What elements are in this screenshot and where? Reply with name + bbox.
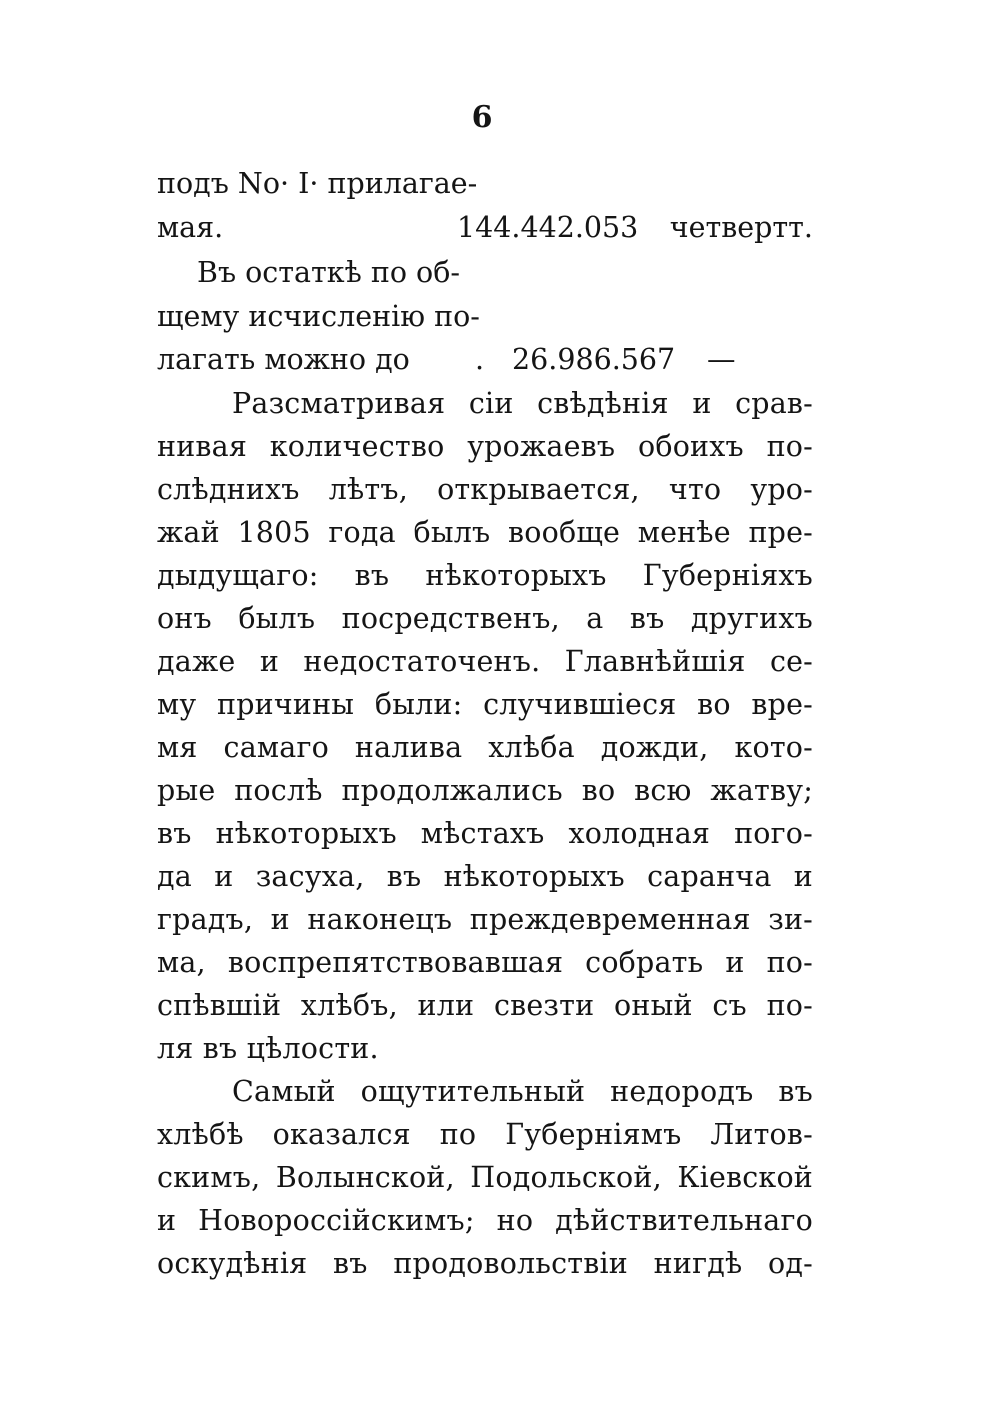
- figure-unit: четвертт.: [669, 211, 813, 244]
- text-line: мя самаго налива хлѣба дожди, кото-: [157, 731, 813, 764]
- text-line: спѣвшій хлѣбъ, или свезти оный съ по-: [157, 989, 813, 1022]
- figure-label: мая.: [157, 211, 224, 244]
- text-line: скимъ, Волынской, Подольской, Кіевской: [157, 1161, 813, 1194]
- figure-leader-dot: .: [475, 343, 485, 376]
- text-line: жай 1805 года былъ вообще менѣе пре-: [157, 516, 813, 549]
- text-line: оскудѣнія въ продовольствіи нигдѣ од-: [157, 1247, 813, 1280]
- figure-label: щему исчисленію по-: [157, 300, 480, 333]
- text-line: ма, воспрепятствовавшая собрать и по-: [157, 946, 813, 979]
- text-line: хлѣбѣ оказался по Губерніямъ Литов-: [157, 1118, 813, 1151]
- text-line: въ нѣкоторыхъ мѣстахъ холодная пого-: [157, 817, 813, 850]
- text-line: онъ былъ посредственъ, а въ другихъ: [157, 602, 813, 635]
- text-line: градъ, и наконецъ преждевременная зи-: [157, 903, 813, 936]
- figure-label: подъ No· I· прилагае-: [157, 167, 478, 200]
- text-line: му причины были: случившіеся во вре-: [157, 688, 813, 721]
- text-line: дыдущаго: въ нѣкоторыхъ Губерніяхъ: [157, 559, 813, 592]
- text-line: рые послѣ продолжались во всю жатву;: [157, 774, 813, 807]
- text-line: слѣднихъ лѣтъ, открывается, что уро-: [157, 473, 813, 506]
- text-line: да и засуха, въ нѣкоторыхъ саранча и: [157, 860, 813, 893]
- figure-unit-ditto: —: [707, 343, 736, 376]
- figure-value: 144.442.053: [457, 211, 639, 244]
- text-line: ля въ цѣлости.: [157, 1032, 379, 1065]
- figure-label: лагать можно до: [157, 343, 410, 376]
- text-line: Самый ощутительный недородъ въ: [232, 1075, 813, 1108]
- text-line: нивая количество урожаевъ обоихъ по-: [157, 430, 813, 463]
- text-line: Разсматривая сіи свѣдѣнія и срав-: [232, 387, 813, 420]
- text-line: даже и недостаточенъ. Главнѣйшія се-: [157, 645, 813, 678]
- text-line: и Новороссійскимъ; но дѣйствительнаго: [157, 1204, 813, 1237]
- page-number: 6: [471, 100, 493, 135]
- figure-value: 26.986.567: [512, 343, 676, 376]
- figure-label: Въ остаткѣ по об-: [197, 256, 460, 289]
